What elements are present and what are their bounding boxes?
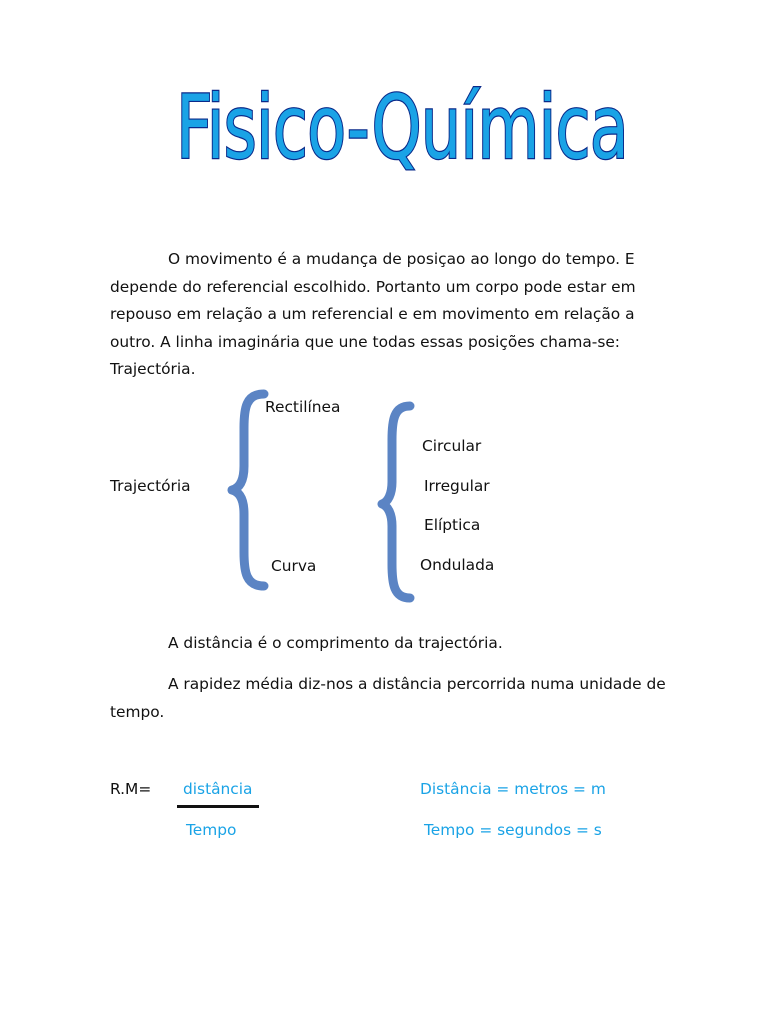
right-brace-icon [374,400,418,604]
formula-numerator: distância [183,780,253,798]
paragraph-rapidez: A rapidez média diz-nos a distância percorrida numa unidade de tempo. [110,675,666,721]
formula-denominator: Tempo [186,821,237,839]
page-title-container [0,78,768,178]
diagram-level1-item: Curva [271,557,317,575]
diagram-level2-item: Ondulada [420,556,495,574]
unit-distance: Distância = metros = m [420,780,606,798]
diagram-level2-item: Irregular [424,477,490,495]
page-title: Fisico-Química [176,78,628,178]
paragraph-distancia: A distância é o comprimento da trajectória. [168,634,503,652]
page-title-art [0,78,768,178]
left-brace-icon [222,388,272,592]
diagram-root-label: Trajectória [110,477,191,495]
diagram-level2-item: Circular [422,437,482,455]
fraction-bar [177,805,259,808]
diagram-level2-item: Elíptica [424,516,481,534]
paragraph-movimento: O movimento é a mudança de posiçao ao longo do tempo. E depende do referencial escolhido. Portanto um corpo pode estar em repouso em relação a um referencial e em movimento em relação a outro. A linha imaginária que une todas essas posições chama-se: Trajectória. [110,250,636,378]
diagram-level1-item: Rectilínea [265,398,341,416]
formula-label: R.M= [110,780,152,798]
unit-time: Tempo = segundos = s [424,821,602,839]
